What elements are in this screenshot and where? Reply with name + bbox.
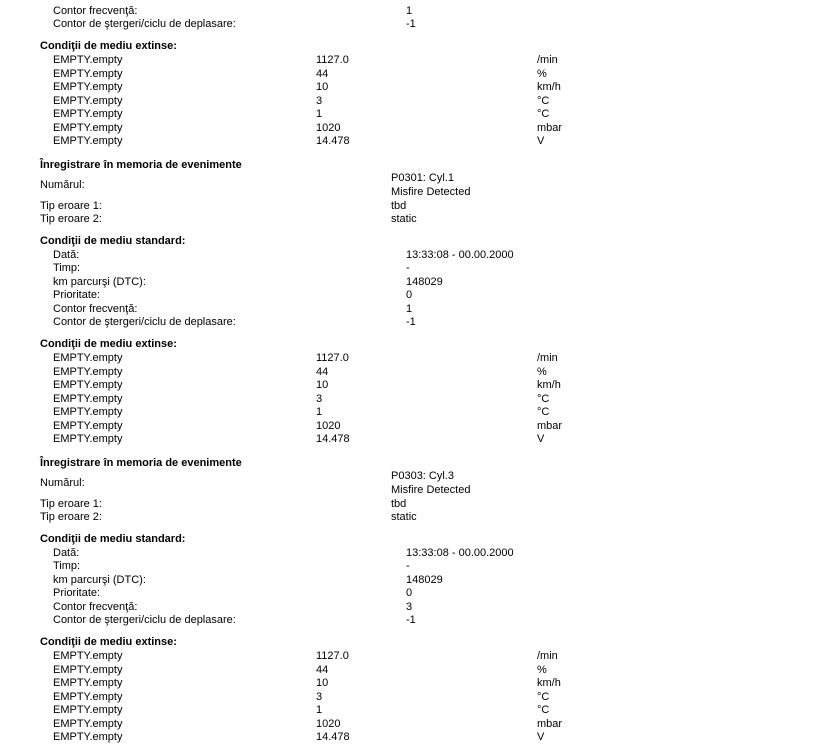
- row-value: 1127.0: [316, 650, 349, 662]
- row-label: Tip eroare 2:: [40, 213, 102, 225]
- row-label: Tip eroare 2:: [40, 511, 102, 523]
- extended-condition-row: [0, 420, 834, 434]
- row-unit: mbar: [537, 419, 563, 432]
- row-label: EMPTY.empty: [53, 81, 123, 93]
- row-unit: °C: [537, 392, 550, 405]
- row-label: Contor de ştergeri/ciclu de deplasare:: [53, 18, 236, 30]
- extended-condition-row: [0, 704, 834, 718]
- row-value: -1: [406, 18, 416, 30]
- row-unit: °C: [537, 406, 550, 418]
- tip2-row: [0, 213, 834, 227]
- row-unit: %: [537, 663, 547, 676]
- row-value: 1: [406, 5, 413, 17]
- row-value: 14.478: [316, 135, 350, 147]
- std-row-timp: Timp: -: [53, 262, 410, 274]
- row-unit: /min: [537, 352, 558, 364]
- std-row-stergeri: Contor de ştergeri/ciclu de deplasare: -1: [53, 614, 416, 626]
- section-heading-event: Înregistrare în memoria de evenimente: [40, 159, 242, 171]
- row-label: EMPTY.empty: [53, 650, 123, 662]
- section-heading-extended: Condiţii de mediu extinse:: [40, 338, 177, 350]
- row-label: Tip eroare 1:: [40, 200, 102, 212]
- row-label: Numărul:: [40, 179, 85, 191]
- row-unit: km/h: [537, 677, 561, 689]
- row-value: 1020: [316, 121, 341, 134]
- extended-condition-row: [0, 731, 834, 745]
- tip1-row: [0, 200, 834, 214]
- row-label: EMPTY.empty: [53, 433, 123, 445]
- section-heading-extended: Condiţii de mediu extinse:: [40, 636, 177, 648]
- row-value: 1127.0: [316, 54, 349, 66]
- row-value: 1: [316, 406, 323, 418]
- row-unit: °C: [537, 94, 550, 107]
- row-value: 10: [316, 677, 329, 689]
- extended-condition-row: [0, 691, 834, 705]
- row-value: tbd: [391, 200, 407, 212]
- row-unit: mbar: [537, 121, 563, 134]
- row-label: EMPTY.empty: [53, 677, 123, 689]
- extended-condition-row: [0, 352, 834, 366]
- row-label: EMPTY.empty: [53, 717, 123, 730]
- std-row-stergeri: Contor de ştergeri/ciclu de deplasare: -1: [53, 316, 416, 328]
- row-unit: V: [537, 433, 545, 445]
- row-unit: °C: [537, 690, 550, 703]
- row-label: EMPTY.empty: [53, 663, 123, 676]
- row-label: EMPTY.empty: [53, 121, 123, 134]
- std-row-timp: Timp: -: [53, 560, 410, 572]
- row-value: 1127.0: [316, 352, 349, 364]
- intro-row: [0, 18, 834, 32]
- extended-condition-row: [0, 122, 834, 136]
- row-unit: %: [537, 365, 547, 378]
- row-unit: km/h: [537, 81, 561, 93]
- std-row-frecventa: Contor frecvenţă: 1: [53, 303, 413, 315]
- row-unit: mbar: [537, 717, 563, 730]
- row-value: 44: [316, 365, 329, 378]
- row-value: tbd: [391, 498, 407, 510]
- row-value: 3: [316, 690, 323, 703]
- std-row-prioritate: Prioritate: 0: [53, 587, 413, 599]
- row-label: EMPTY.empty: [53, 54, 123, 66]
- row-label: EMPTY.empty: [53, 690, 123, 703]
- row-label: EMPTY.empty: [53, 67, 123, 80]
- row-value: 1020: [316, 717, 341, 730]
- row-value: static: [391, 511, 417, 523]
- row-value: 1: [316, 704, 323, 716]
- std-row-km: km parcurşi (DTC): 148029: [53, 574, 443, 586]
- row-unit: V: [537, 135, 545, 147]
- fault-desc-line: [0, 484, 834, 498]
- row-label: Numărul:: [40, 477, 85, 489]
- row-label: EMPTY.empty: [53, 379, 123, 391]
- row-label: EMPTY.empty: [53, 419, 123, 432]
- extended-condition-row: [0, 135, 834, 149]
- row-value: 44: [316, 67, 329, 80]
- row-value: 3: [316, 94, 323, 107]
- extended-condition-row: [0, 68, 834, 82]
- row-unit: /min: [537, 54, 558, 66]
- fault-description: Misfire Detected: [391, 186, 471, 198]
- section-heading-standard: Condiţii de mediu standard:: [40, 235, 186, 247]
- extended-condition-row: [0, 433, 834, 447]
- extended-condition-row: [0, 81, 834, 95]
- extended-condition-row: [0, 406, 834, 420]
- tip1-row: [0, 498, 834, 512]
- row-label: Tip eroare 1:: [40, 498, 102, 510]
- row-value: 10: [316, 379, 329, 391]
- row-unit: %: [537, 67, 547, 80]
- tip2-row: [0, 511, 834, 525]
- row-label: EMPTY.empty: [53, 392, 123, 405]
- row-value: 44: [316, 663, 329, 676]
- extended-condition-row: [0, 664, 834, 678]
- row-label: EMPTY.empty: [53, 406, 123, 418]
- extended-condition-row: [0, 54, 834, 68]
- row-label: EMPTY.empty: [53, 352, 123, 364]
- row-unit: °C: [537, 704, 550, 716]
- fault-code: P0303: Cyl.3: [391, 470, 454, 482]
- fault-desc-line: [0, 186, 834, 200]
- row-value: 3: [316, 392, 323, 405]
- row-label: EMPTY.empty: [53, 108, 123, 120]
- extended-condition-row: [0, 393, 834, 407]
- row-value: static: [391, 213, 417, 225]
- row-value: 10: [316, 81, 329, 93]
- extended-condition-row: [0, 108, 834, 122]
- row-value: 14.478: [316, 433, 350, 445]
- extended-condition-row: [0, 379, 834, 393]
- std-row-prioritate: Prioritate: 0: [53, 289, 413, 301]
- row-label: Contor frecvenţă:: [53, 5, 138, 17]
- intro-row: [0, 5, 834, 19]
- extended-condition-row: [0, 718, 834, 732]
- fault-code: P0301: Cyl.1: [391, 172, 454, 184]
- row-value: 1: [316, 108, 323, 120]
- extended-condition-row: [0, 95, 834, 109]
- row-unit: km/h: [537, 379, 561, 391]
- row-value: 1020: [316, 419, 341, 432]
- section-heading-extended: Condiţii de mediu extinse:: [40, 40, 177, 52]
- row-label: EMPTY.empty: [53, 731, 123, 743]
- section-heading-event: Înregistrare în memoria de evenimente: [40, 457, 242, 469]
- extended-condition-row: [0, 677, 834, 691]
- row-label: EMPTY.empty: [53, 94, 123, 107]
- row-value: 14.478: [316, 731, 350, 743]
- std-row-data: Dată: 13:33:08 - 00.00.2000: [53, 249, 514, 261]
- extended-condition-row: [0, 650, 834, 664]
- row-label: EMPTY.empty: [53, 365, 123, 378]
- section-heading-standard: Condiţii de mediu standard:: [40, 533, 186, 545]
- row-label: EMPTY.empty: [53, 135, 123, 147]
- std-row-data: Dată: 13:33:08 - 00.00.2000: [53, 547, 514, 559]
- row-unit: /min: [537, 650, 558, 662]
- extended-condition-row: [0, 366, 834, 380]
- row-label: EMPTY.empty: [53, 704, 123, 716]
- row-unit: °C: [537, 108, 550, 120]
- row-unit: V: [537, 731, 545, 743]
- std-row-frecventa: Contor frecvenţă: 3: [53, 601, 413, 613]
- std-row-km: km parcurşi (DTC): 148029: [53, 276, 443, 288]
- fault-description: Misfire Detected: [391, 484, 471, 496]
